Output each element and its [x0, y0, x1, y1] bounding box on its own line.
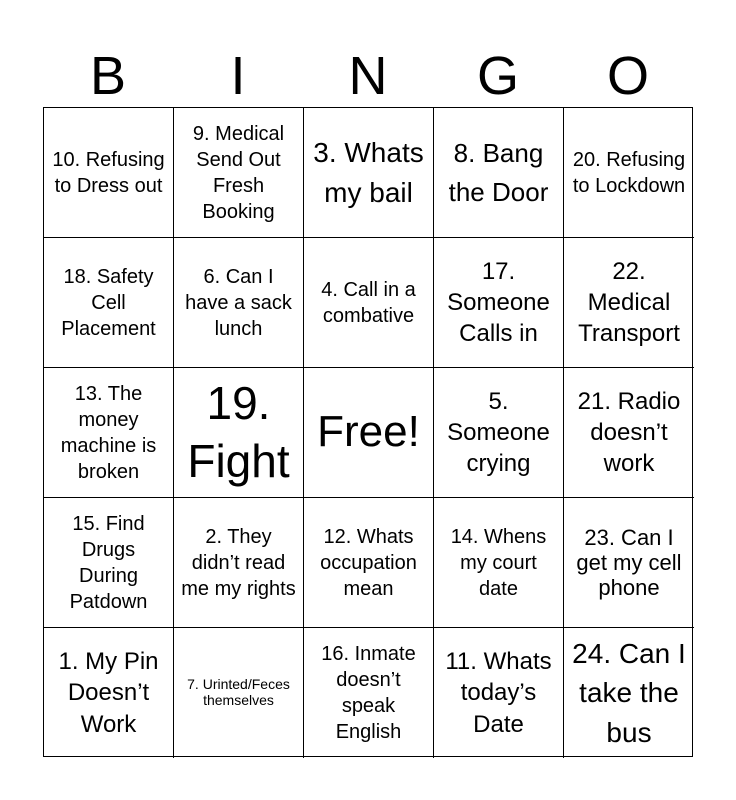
bingo-cell[interactable]: 17. Someone Calls in — [434, 238, 564, 368]
bingo-cell[interactable]: 21. Radio doesn’t work — [564, 368, 694, 498]
bingo-cell[interactable]: 4. Call in a combative — [304, 238, 434, 368]
bingo-cell[interactable]: 14. Whens my court date — [434, 498, 564, 628]
bingo-cell[interactable]: 19. Fight — [174, 368, 304, 498]
bingo-cell[interactable]: 10. Refusing to Dress out — [44, 108, 174, 238]
bingo-cell[interactable]: 20. Refusing to Lockdown — [564, 108, 694, 238]
bingo-cell[interactable]: 16. Inmate doesn’t speak English — [304, 628, 434, 758]
bingo-cell[interactable]: 24. Can I take the bus — [572, 638, 686, 748]
bingo-cell[interactable]: 11. Whats today’s Date — [434, 628, 564, 758]
bingo-cell[interactable]: 6. Can I have a sack lunch — [174, 238, 304, 368]
bingo-cell[interactable]: 13. The money machine is broken — [44, 368, 174, 498]
bingo-cell[interactable]: 23. Can I get my cell phone — [564, 498, 694, 628]
header-letter-b: B — [89, 46, 127, 106]
bingo-cell[interactable]: 3. Whats my bail — [304, 108, 434, 238]
bingo-cell[interactable]: 15. Find Drugs During Patdown — [44, 498, 174, 628]
header-letter-g: G — [476, 46, 519, 106]
header-letter-n: N — [348, 46, 388, 106]
bingo-cell[interactable]: 2. They didn’t read me my rights — [174, 498, 304, 628]
bingo-cell[interactable]: 7. Urinted/Feces themselves — [174, 628, 304, 758]
bingo-cell[interactable]: 12. Whats occupation mean — [304, 498, 434, 628]
bingo-cell[interactable]: 18. Safety Cell Placement — [44, 238, 174, 368]
header-letter-o: O — [606, 46, 649, 106]
bingo-cell[interactable]: 5. Someone crying — [434, 368, 564, 498]
bingo-cell[interactable]: 22. Medical Transport — [564, 238, 694, 368]
bingo-header — [43, 44, 693, 108]
header-letter-i: I — [230, 46, 246, 106]
bingo-cell[interactable]: 9. Medical Send Out Fresh Booking — [174, 108, 304, 238]
bingo-cell[interactable]: 8. Bang the Door — [434, 108, 564, 238]
free-space-cell[interactable]: Free! — [304, 368, 434, 498]
bingo-cell[interactable]: 1. My Pin Doesn’t Work — [44, 628, 174, 758]
bingo-card — [43, 107, 693, 757]
